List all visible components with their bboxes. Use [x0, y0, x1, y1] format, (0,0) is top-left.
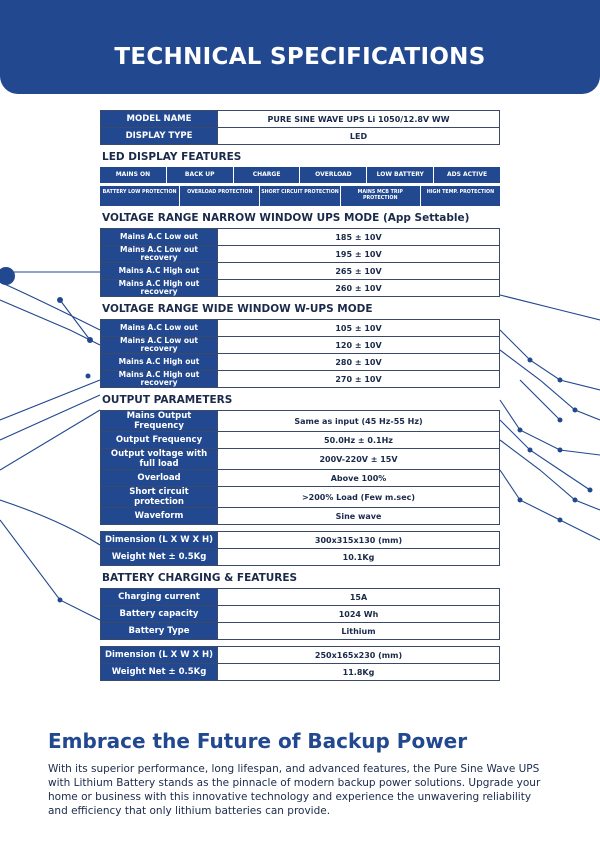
output-table: [100, 410, 500, 525]
row-key: Dimension (L X W X H): [101, 532, 218, 549]
table-row: [101, 606, 500, 623]
row-value: 195 ± 10V: [218, 246, 500, 263]
row-key: Mains A.C Low out recovery: [101, 246, 218, 263]
row-key: Battery capacity: [101, 606, 218, 623]
wide-table: [100, 319, 500, 388]
row-key: Mains A.C High out recovery: [101, 280, 218, 297]
row-key: Mains A.C Low out recovery: [101, 337, 218, 354]
led-indicator-row: [100, 167, 500, 183]
table-row: [101, 111, 500, 128]
row-key: Weight Net ± 0.5Kg: [101, 664, 218, 681]
led-protection-row: [100, 186, 500, 206]
spec-sheet: [100, 110, 500, 681]
table-row: [101, 411, 500, 432]
led-protection: BATTERY LOW PROTECTION: [100, 186, 180, 206]
row-key: DISPLAY TYPE: [101, 128, 218, 145]
row-value: 300x315x130 (mm): [218, 532, 500, 549]
table-row: [101, 229, 500, 246]
output-dims-table: [100, 531, 500, 566]
section-title-narrow: VOLTAGE RANGE NARROW WINDOW UPS MODE (App Settable): [102, 212, 470, 224]
row-value: 11.8Kg: [218, 664, 500, 681]
table-row: [101, 432, 500, 449]
table-row: [101, 280, 500, 297]
row-key: Waveform: [101, 508, 218, 525]
page-title: TECHNICAL SPECIFICATIONS: [114, 44, 486, 70]
row-value: PURE SINE WAVE UPS Li 1050/12.8V WW: [218, 111, 500, 128]
row-value: 105 ± 10V: [218, 320, 500, 337]
section-title-output: OUTPUT PARAMETERS: [102, 394, 233, 406]
row-value: LED: [218, 128, 500, 145]
narrow-table: [100, 228, 500, 297]
row-value: Same as input (45 Hz-55 Hz): [218, 411, 500, 432]
led-protection: MAINS MCB TRIP PROTECTION: [341, 186, 421, 206]
section-title-battery: BATTERY CHARGING & FEATURES: [102, 572, 298, 584]
row-value: 200V-220V ± 15V: [218, 449, 500, 470]
basic-table: [100, 110, 500, 145]
table-row: [101, 371, 500, 388]
led-protection: SHORT CIRCUIT PROTECTION: [260, 186, 340, 206]
table-row: [101, 470, 500, 487]
led-indicator: BACK UP: [167, 167, 234, 183]
row-key: Mains A.C Low out: [101, 229, 218, 246]
table-row: [101, 664, 500, 681]
row-key: Mains A.C High out: [101, 263, 218, 280]
row-key: MODEL NAME: [101, 111, 218, 128]
row-value: Lithium: [218, 623, 500, 640]
row-key: Mains A.C Low out: [101, 320, 218, 337]
row-key: Output voltage with full load: [101, 449, 218, 470]
battery-dims-table: [100, 646, 500, 681]
row-value: 280 ± 10V: [218, 354, 500, 371]
led-indicator: MAINS ON: [100, 167, 167, 183]
row-value: 260 ± 10V: [218, 280, 500, 297]
row-key: Mains A.C High out recovery: [101, 371, 218, 388]
table-row: [101, 320, 500, 337]
led-indicator: ADS ACTIVE: [434, 167, 500, 183]
table-row: [101, 487, 500, 508]
table-row: [101, 549, 500, 566]
row-value: 185 ± 10V: [218, 229, 500, 246]
row-value: 50.0Hz ± 0.1Hz: [218, 432, 500, 449]
led-indicator: LOW BATTERY: [367, 167, 434, 183]
table-row: [101, 623, 500, 640]
table-row: [101, 508, 500, 525]
row-key: Mains Output Frequency: [101, 411, 218, 432]
row-value: >200% Load (Few m.sec): [218, 487, 500, 508]
battery-table: [100, 588, 500, 640]
row-key: Battery Type: [101, 623, 218, 640]
section-title-wide: VOLTAGE RANGE WIDE WINDOW W-UPS MODE: [102, 303, 373, 315]
row-key: Short circuit protection: [101, 487, 218, 508]
table-row: [101, 337, 500, 354]
row-key: Weight Net ± 0.5Kg: [101, 549, 218, 566]
row-value: 250x165x230 (mm): [218, 647, 500, 664]
led-protection: HIGH TEMP. PROTECTION: [421, 186, 500, 206]
table-row: [101, 128, 500, 145]
row-key: Dimension (L X W X H): [101, 647, 218, 664]
row-value: 15A: [218, 589, 500, 606]
row-key: Mains A.C High out: [101, 354, 218, 371]
section-title-led: LED DISPLAY FEATURES: [102, 151, 242, 163]
row-value: 10.1Kg: [218, 549, 500, 566]
led-protection: OVERLOAD PROTECTION: [180, 186, 260, 206]
row-key: Output Frequency: [101, 432, 218, 449]
row-key: Charging current: [101, 589, 218, 606]
table-row: [101, 532, 500, 549]
table-row: [101, 354, 500, 371]
row-value: 1024 Wh: [218, 606, 500, 623]
row-value: 120 ± 10V: [218, 337, 500, 354]
table-row: [101, 589, 500, 606]
blurb-text: With its superior performance, long lifespan, and advanced features, the Pure Sine Wave UPS with Lithium Battery stands as the pinnacle of modern backup power solutions. Upgrade your home or business with this innovative technology and experience the unwavering reliability and efficiency that only lithium batteries can provide.: [48, 763, 541, 817]
table-row: [101, 246, 500, 263]
blurb-heading: Embrace the Future of Backup Power: [48, 729, 468, 753]
row-value: Above 100%: [218, 470, 500, 487]
led-indicator: CHARGE: [234, 167, 301, 183]
table-row: [101, 263, 500, 280]
row-value: 265 ± 10V: [218, 263, 500, 280]
led-indicator: OVERLOAD: [300, 167, 367, 183]
row-value: Sine wave: [218, 508, 500, 525]
row-value: 270 ± 10V: [218, 371, 500, 388]
table-row: [101, 647, 500, 664]
row-key: Overload: [101, 470, 218, 487]
table-row: [101, 449, 500, 470]
